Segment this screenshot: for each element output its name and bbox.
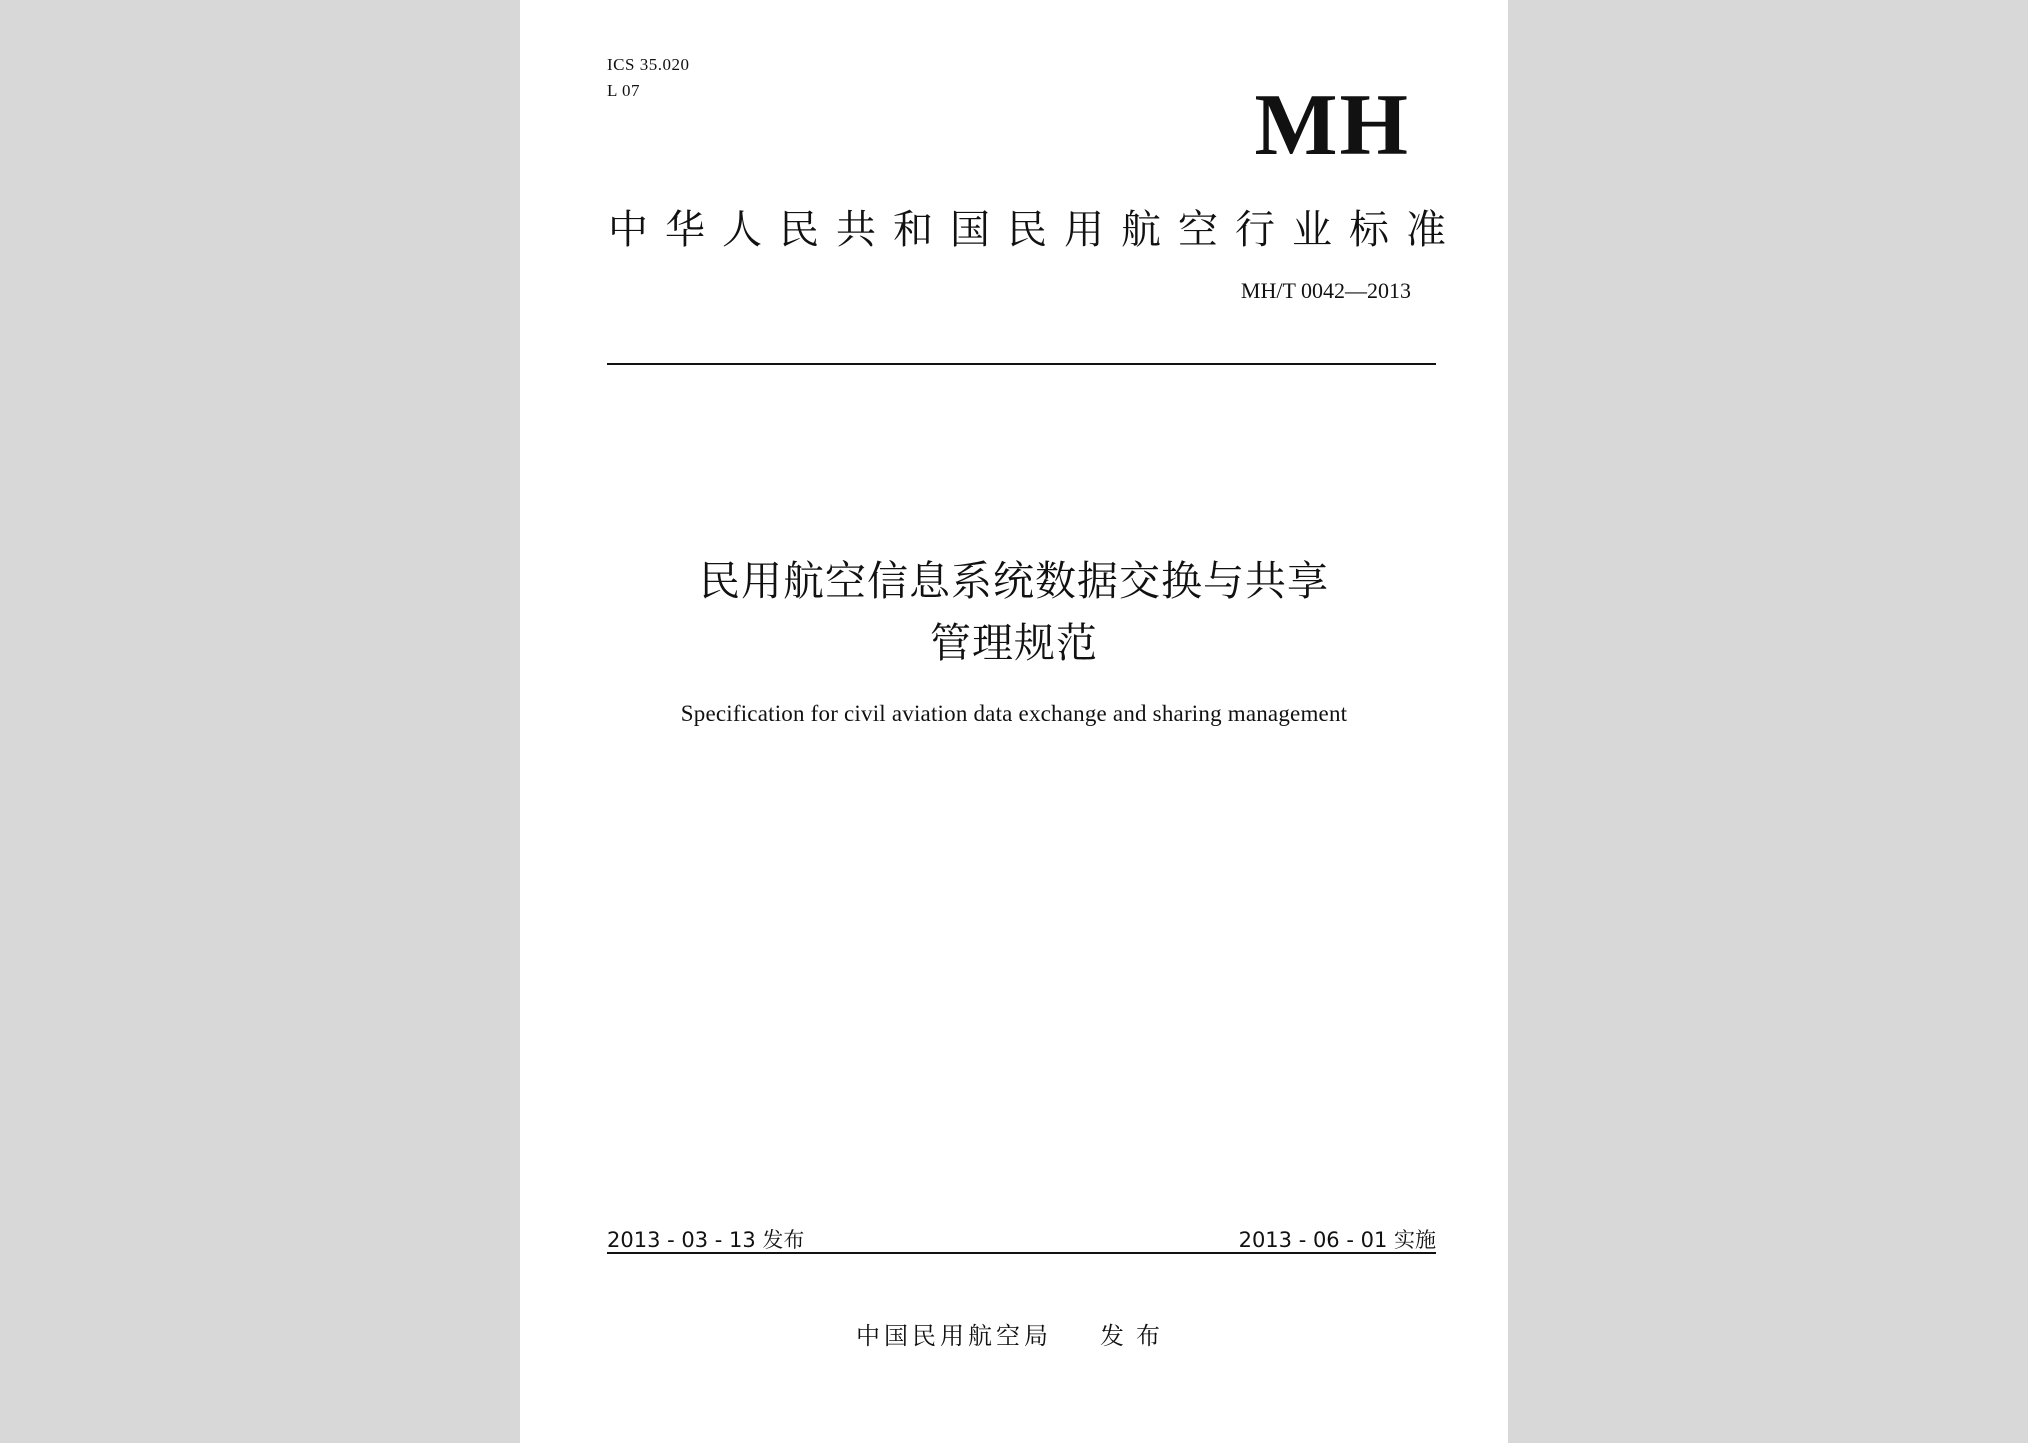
ics-code: ICS 35.020: [607, 55, 690, 74]
publisher-action: 发布: [1100, 1322, 1172, 1350]
title-line-1: 民用航空信息系统数据交换与共享: [699, 557, 1329, 605]
header-divider: [607, 363, 1436, 365]
implementation-date: 2013 - 06 - 01 实施: [1238, 1228, 1436, 1252]
date-row: [607, 1224, 1436, 1254]
publisher: [520, 1316, 1508, 1351]
document-title-en: Specification for civil aviation data exchange and sharing management: [680, 701, 1348, 726]
mh-logo: MH: [1254, 77, 1410, 174]
standard-name: 中华人民共和国民用航空行业标准: [608, 207, 1463, 253]
classification-codes: [607, 52, 689, 104]
standard-code: MH/T 0042—2013: [1240, 278, 1411, 303]
document-title-cn: [520, 550, 1508, 674]
publisher-name: 中国民用航空局: [856, 1322, 1052, 1350]
issue-date: 2013 - 03 - 13 发布: [607, 1228, 805, 1252]
title-line-2: 管理规范: [930, 619, 1098, 667]
document-page: [520, 0, 1508, 1443]
ccs-code: L 07: [607, 81, 641, 100]
